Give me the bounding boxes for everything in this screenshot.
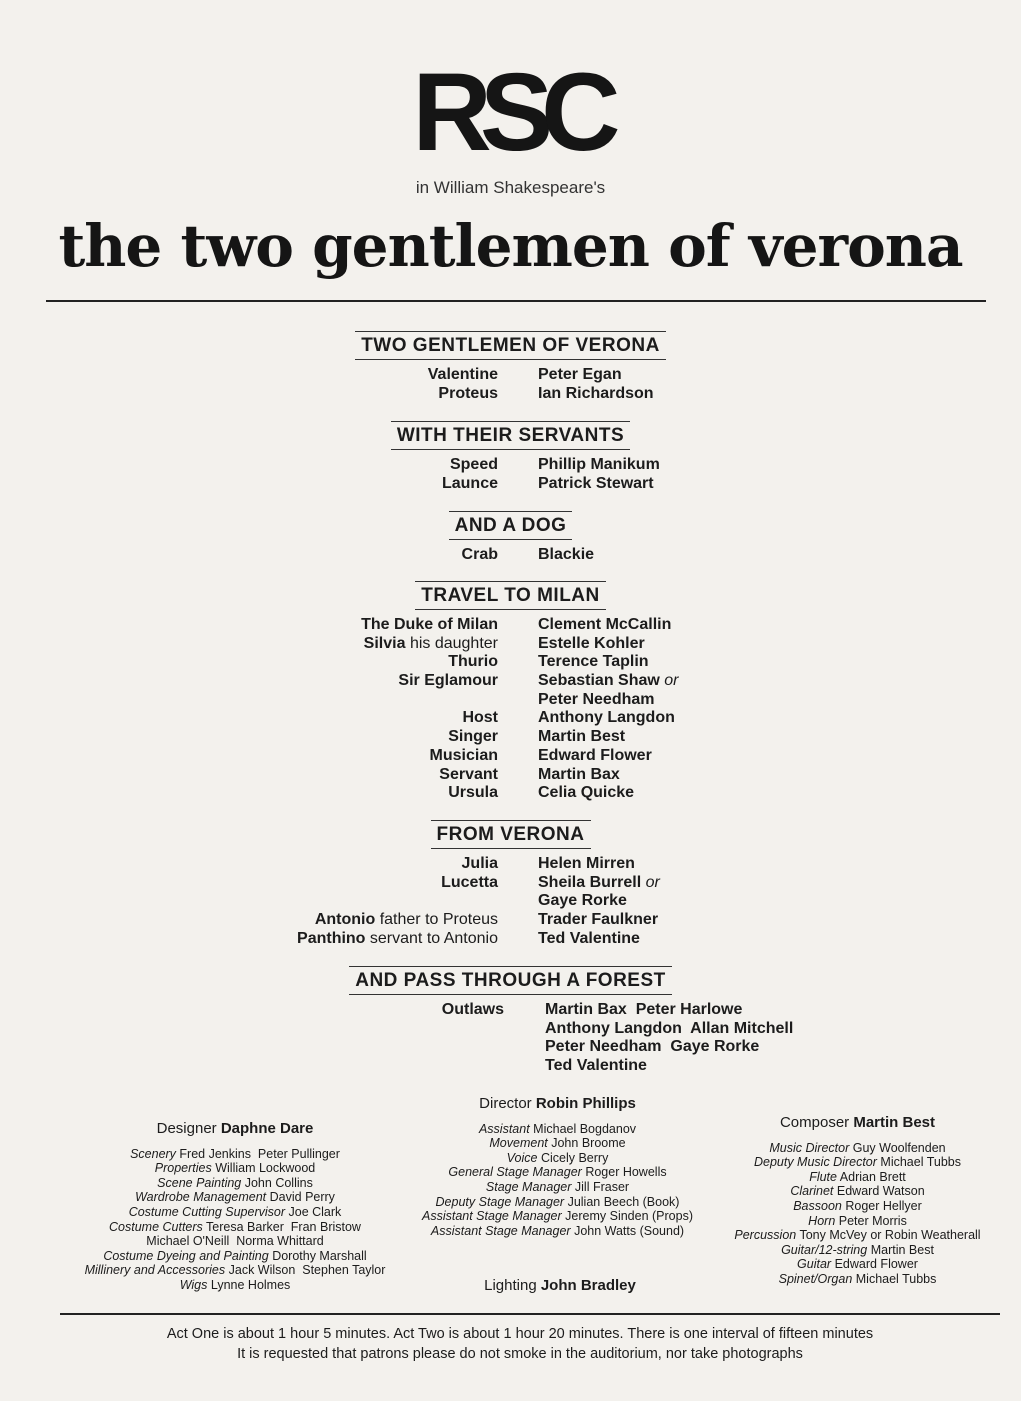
cast-row: Lucetta Sheila Burrell or (441, 873, 660, 891)
credit-line: Wigs Lynne Holmes (179, 1277, 291, 1292)
cast-row: Crab Blackie (461, 546, 595, 563)
director-lead: Director Robin Phillips (479, 1095, 636, 1112)
credit-line: Assistant Stage Manager Jeremy Sinden (Props) (422, 1209, 693, 1224)
cast-row: Thurio Terence Taplin (448, 653, 649, 671)
credit-line: Scene Painting John Collins (157, 1175, 313, 1190)
credit-line: Clarinet Edward Watson (790, 1184, 925, 1199)
running-time-note: Act One is about 1 hour 5 minutes. Act Two is about 1 hour 20 minutes. There is one interval of fifteen minutes (166, 1326, 874, 1342)
section-heading: AND PASS THROUGH A FOREST (349, 966, 672, 995)
credit-line: Assistant Stage Manager John Watts (Sound) (430, 1223, 685, 1238)
cast-row: Valentine Peter Egan (427, 366, 622, 383)
section-dog (0, 511, 1021, 565)
cast-row: Silvia his daughter Estelle Kohler (363, 634, 645, 652)
cast-row: Speed Phillip Manikum (449, 456, 660, 473)
cast-row: Peter Needham (538, 690, 655, 708)
cast-row: Ursula Celia Quicke (448, 784, 635, 802)
cast-row: Gaye Rorke (538, 892, 627, 910)
cast-row: Proteus Ian Richardson (438, 384, 654, 402)
cast-row: Julia Helen Mirren (461, 855, 635, 872)
section-heading: AND A DOG (449, 511, 573, 540)
section-heading: TRAVEL TO MILAN (415, 581, 606, 610)
lighting-credit: Lighting John Bradley (484, 1277, 636, 1294)
cast-row: Servant Martin Bax (439, 765, 620, 783)
cast-row: Outlaws Martin Bax Peter Harlowe (441, 1001, 743, 1018)
section-heading: TWO GENTLEMEN OF VERONA (355, 331, 666, 360)
credit-line: Costume Dyeing and Painting Dorothy Marshall (103, 1248, 367, 1263)
credit-line: Music Director Guy Woolfenden (769, 1140, 946, 1155)
credit-line: Costume Cutting Supervisor Joe Clark (128, 1204, 342, 1219)
cast-row: Panthino servant to Antonio Ted Valentine (297, 929, 640, 947)
credit-line: Spinet/Organ Michael Tubbs (778, 1271, 937, 1286)
rsc-logo: RSC (412, 51, 609, 174)
section-heading: FROM VERONA (431, 820, 591, 849)
credit-line: Deputy Music Director Michael Tubbs (753, 1155, 962, 1170)
credit-line: Michael O'Neill Norma Whittard (146, 1234, 324, 1249)
credit-line: Guitar Edward Flower (797, 1257, 918, 1272)
designer-lead: Designer Daphne Dare (156, 1120, 314, 1137)
credit-line: Millinery and Accessories Jack Wilson Stephen Taylor (84, 1263, 386, 1278)
section-verona (0, 820, 1021, 948)
credit-line: Movement John Broome (489, 1136, 626, 1151)
section-two-gentlemen (0, 331, 1021, 403)
credit-line: Bassoon Roger Hellyer (793, 1198, 922, 1213)
credit-line: Costume Cutters Teresa Barker Fran Bristow (109, 1219, 361, 1234)
designer-credits (60, 1122, 410, 1293)
credit-line: Flute Adrian Brett (809, 1169, 906, 1184)
credit-line: Horn Peter Morris (808, 1213, 907, 1228)
section-servants (0, 421, 1021, 493)
cast-row: Anthony Langdon Allan Mitchell (545, 1019, 794, 1037)
section-milan (0, 581, 1021, 803)
composer-credits (705, 1116, 1010, 1287)
section-heading: WITH THEIR SERVANTS (391, 421, 630, 450)
top-divider (46, 300, 986, 302)
credit-line: Wardrobe Management David Perry (135, 1190, 335, 1205)
presents-line: in William Shakespeare's (415, 178, 606, 197)
play-title: the two gentlemen of verona (58, 212, 963, 280)
cast-row: Musician Edward Flower (429, 746, 652, 764)
cast-row: The Duke of Milan Clement McCallin (361, 616, 672, 633)
credit-line: Assistant Michael Bogdanov (478, 1121, 637, 1136)
credit-line: Deputy Stage Manager Julian Beech (Book) (435, 1194, 680, 1209)
credit-line: Voice Cicely Berry (506, 1150, 609, 1165)
cast-row: Host Anthony Langdon (462, 709, 675, 727)
cast-row: Peter Needham Gaye Rorke (545, 1038, 760, 1056)
bottom-divider (60, 1313, 1000, 1315)
cast-row: Singer Martin Best (448, 728, 626, 746)
credit-line: Scenery Fred Jenkins Peter Pullinger (130, 1146, 340, 1161)
cast-row: Launce Patrick Stewart (441, 474, 654, 492)
cast-row: Sir Eglamour Sebastian Shaw or (398, 672, 679, 690)
director-credits (390, 1097, 725, 1238)
credit-line: Stage Manager Jill Fraser (485, 1179, 630, 1194)
credit-line: Properties William Lockwood (154, 1161, 316, 1176)
cast-row: Antonio father to Proteus Trader Faulkner (314, 911, 659, 929)
credit-line: General Stage Manager Roger Howells (448, 1165, 667, 1180)
cast-row: Ted Valentine (545, 1057, 647, 1075)
composer-lead: Composer Martin Best (779, 1114, 936, 1131)
credit-line: Guitar/12-string Martin Best (781, 1242, 934, 1257)
section-forest (0, 966, 1021, 1076)
credit-line: Percussion Tony McVey or Robin Weatherall (734, 1228, 981, 1243)
smoking-notice: It is requested that patrons please do not smoke in the auditorium, nor take photographs (237, 1346, 803, 1362)
